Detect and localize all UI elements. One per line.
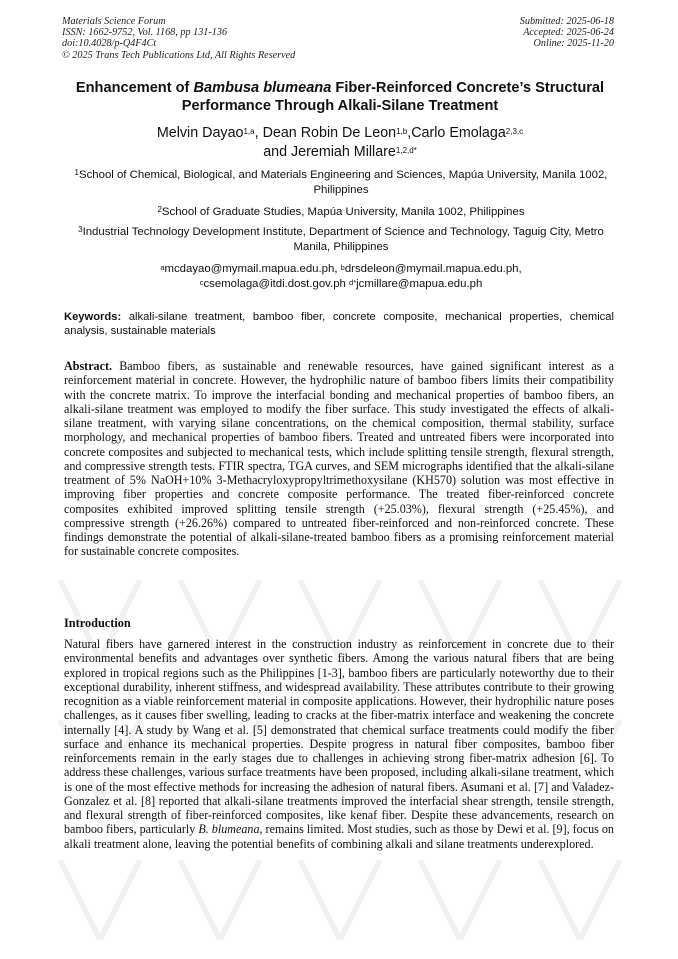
introduction-paragraph: Natural fibers have garnered interest in the construction industry as reinforcement in concrete due to their environmental benefits and advantages over synthetic fibers. Among the various natural fibers that are being explored in tropical regions such as the Philippines [1-3], bamboo fibers are particularly noteworthy due to their exceptional durability, inherent stiffness, and widespread availability. These attributes contribute to their growing recognition as a viable reinforcement material in composite applications. However, their hydrophilic nature poses challenges, as it causes fiber swelling, leading to cracks at the fiber-matrix interface and weakening the concrete internally [4]. A study by Wang et al. [5] demonstrated that chemical surface treatments could modify the fiber surface and enhance its mechanical properties. Despite progress in natural fiber composites, bamboo fiber reinforcements remain in the early stages due to challenges in achieving strong fiber-matrix adhesion [6]. To address these challenges, various surface treatments have been proposed, including alkali-silane treatment, which is one of the most effective methods for increasing the adhesion of natural fibers. Asumani et al. [7] and Valadez- Gonzalez et al. [8] reported that alkali-silane treatments improved the interfacial shear strength, tensile strength, and flexural strength of fiber-reinforced composites, like kenaf fiber. Despite these advancements, research on bamboo fibers, particularly B. blumeana, remains limited. Most studies, such as those by Dewi et al. [9], focus on alkali treatment alone, leaving the potential benefits of combining alkali and silane treatments underexplored.: [64, 637, 614, 851]
keywords-text: alkali-silane treatment, bamboo fiber, concrete composite, mechanical properties, chemical analysis, sustainable materials: [64, 311, 614, 337]
affiliation-3: $^3$Industrial Technology Development Institute, Department of Science and Technology, Taguig City, Metro Manila, Philippines: [78, 225, 604, 253]
affiliation-2: $^2$School of Graduate Studies, Mapúa University, Manila 1002, Philippines: [157, 205, 525, 218]
email-list: $^a$mcdayao@mymail.mapua.edu.ph, $^b$drsdeleon@mymail.mapua.edu.ph, $^c$csemolaga@itdi.dost.gov.ph $^{d*}$jcmillare@mapua.edu.ph: [160, 263, 522, 290]
date-info: [520, 16, 614, 50]
keywords: [64, 311, 614, 338]
title-part2: Fiber-Reinforced Concrete’s Structural Performance Through Alkali-Silane Treatment: [181, 80, 605, 114]
issn-line: ISSN: 1662-9752, Vol. 1168, pp 131-136: [62, 27, 228, 39]
keywords-label: Keywords:: [64, 311, 122, 323]
title-part1: Enhancement of: [75, 80, 194, 96]
abstract-text: Bamboo fibers, as sustainable and renewable resources, have gained significant interest as a reinforcement material in concrete. However, the hydrophilic nature of bamboo fibers limits their compatibility with the concrete matrix. To improve the interfacial bonding and mechanical properties of bamboo fibers, an alkali-silane treatment was employed to modify the fiber surface. This study investigated the effects of alkali-silane treatment, with varying silane concentrations, on the chemical composition, thermal stability, surface morphology, and mechanical properties of bamboo fibers. Treated and untreated fibers were incorporated into concrete composites and subjected to mechanical tests, which include splitting tensile strength, flexural strength, and compressive strength tests. FTIR spectra, TGA curves, and SEM micrographs identified that the alkali-silane treatment of 5% NaOH+10% 3-Methacryloxypropyltrimethoxysilane (KH570) solution was most effective in improving fiber properties and concrete composite performance. The treated fiber-reinforced concrete composites exhibited improved splitting tensile strength (+25.03%), flexural strength (+25.45%), and compressive strength (+26.26%) compared to untreated fiber-reinforced and non-reinforced concrete. These findings demonstrate the potential of alkali-silane-treated bamboo fibers as a promising reinforcement material for sustainable concrete composites.: [64, 359, 614, 559]
submitted-date: Submitted: 2025-06-18: [519, 16, 614, 27]
author: Melvin Dayao$^{1,a}$: [156, 125, 255, 141]
paper-title: [60, 80, 620, 115]
journal-info: [62, 16, 295, 61]
author: Dean Robin De Leon$^{1,b}$: [262, 125, 408, 141]
author-list: Melvin Dayao$^{1,a}$, Dean Robin De Leon$^{1,b}$,Carlo Emolaga$^{2,3,c}$ and Jeremiah Millare$^{1,2,d*}$: [156, 125, 524, 160]
email-link[interactable]: drsdeleon@mymail.mapua.edu.ph,: [344, 263, 522, 275]
affiliation-1: $^1$School of Chemical, Biological, and Materials Engineering and Sciences, Mapúa University, Manila 1002, Philippines: [74, 168, 608, 196]
journal-name: Materials Science Forum: [62, 16, 166, 27]
author: Carlo Emolaga$^{2,3,c}$: [411, 125, 524, 141]
doi-line[interactable]: doi:10.4028/p-Q4F4Ct: [62, 38, 157, 50]
title-species: Bambusa blumeana: [193, 80, 332, 96]
abstract-label: Abstract.: [64, 359, 113, 373]
email-link[interactable]: csemolaga@itdi.dost.gov.ph: [203, 277, 350, 290]
copyright-line: © 2025 Trans Tech Publications Ltd, All Rights Reserved: [62, 49, 296, 61]
online-date: Online: 2025-11-20: [533, 38, 614, 50]
email-link[interactable]: mcdayao@mymail.mapua.edu.ph,: [164, 263, 341, 275]
section-heading-introduction: Introduction: [64, 616, 131, 630]
author: and Jeremiah Millare$^{1,2,d*}$: [263, 144, 417, 160]
abstract: [64, 359, 614, 559]
email-link[interactable]: jcmillare@mapua.edu.ph: [356, 277, 483, 290]
accepted-date: Accepted: 2025-06-24: [523, 27, 614, 39]
